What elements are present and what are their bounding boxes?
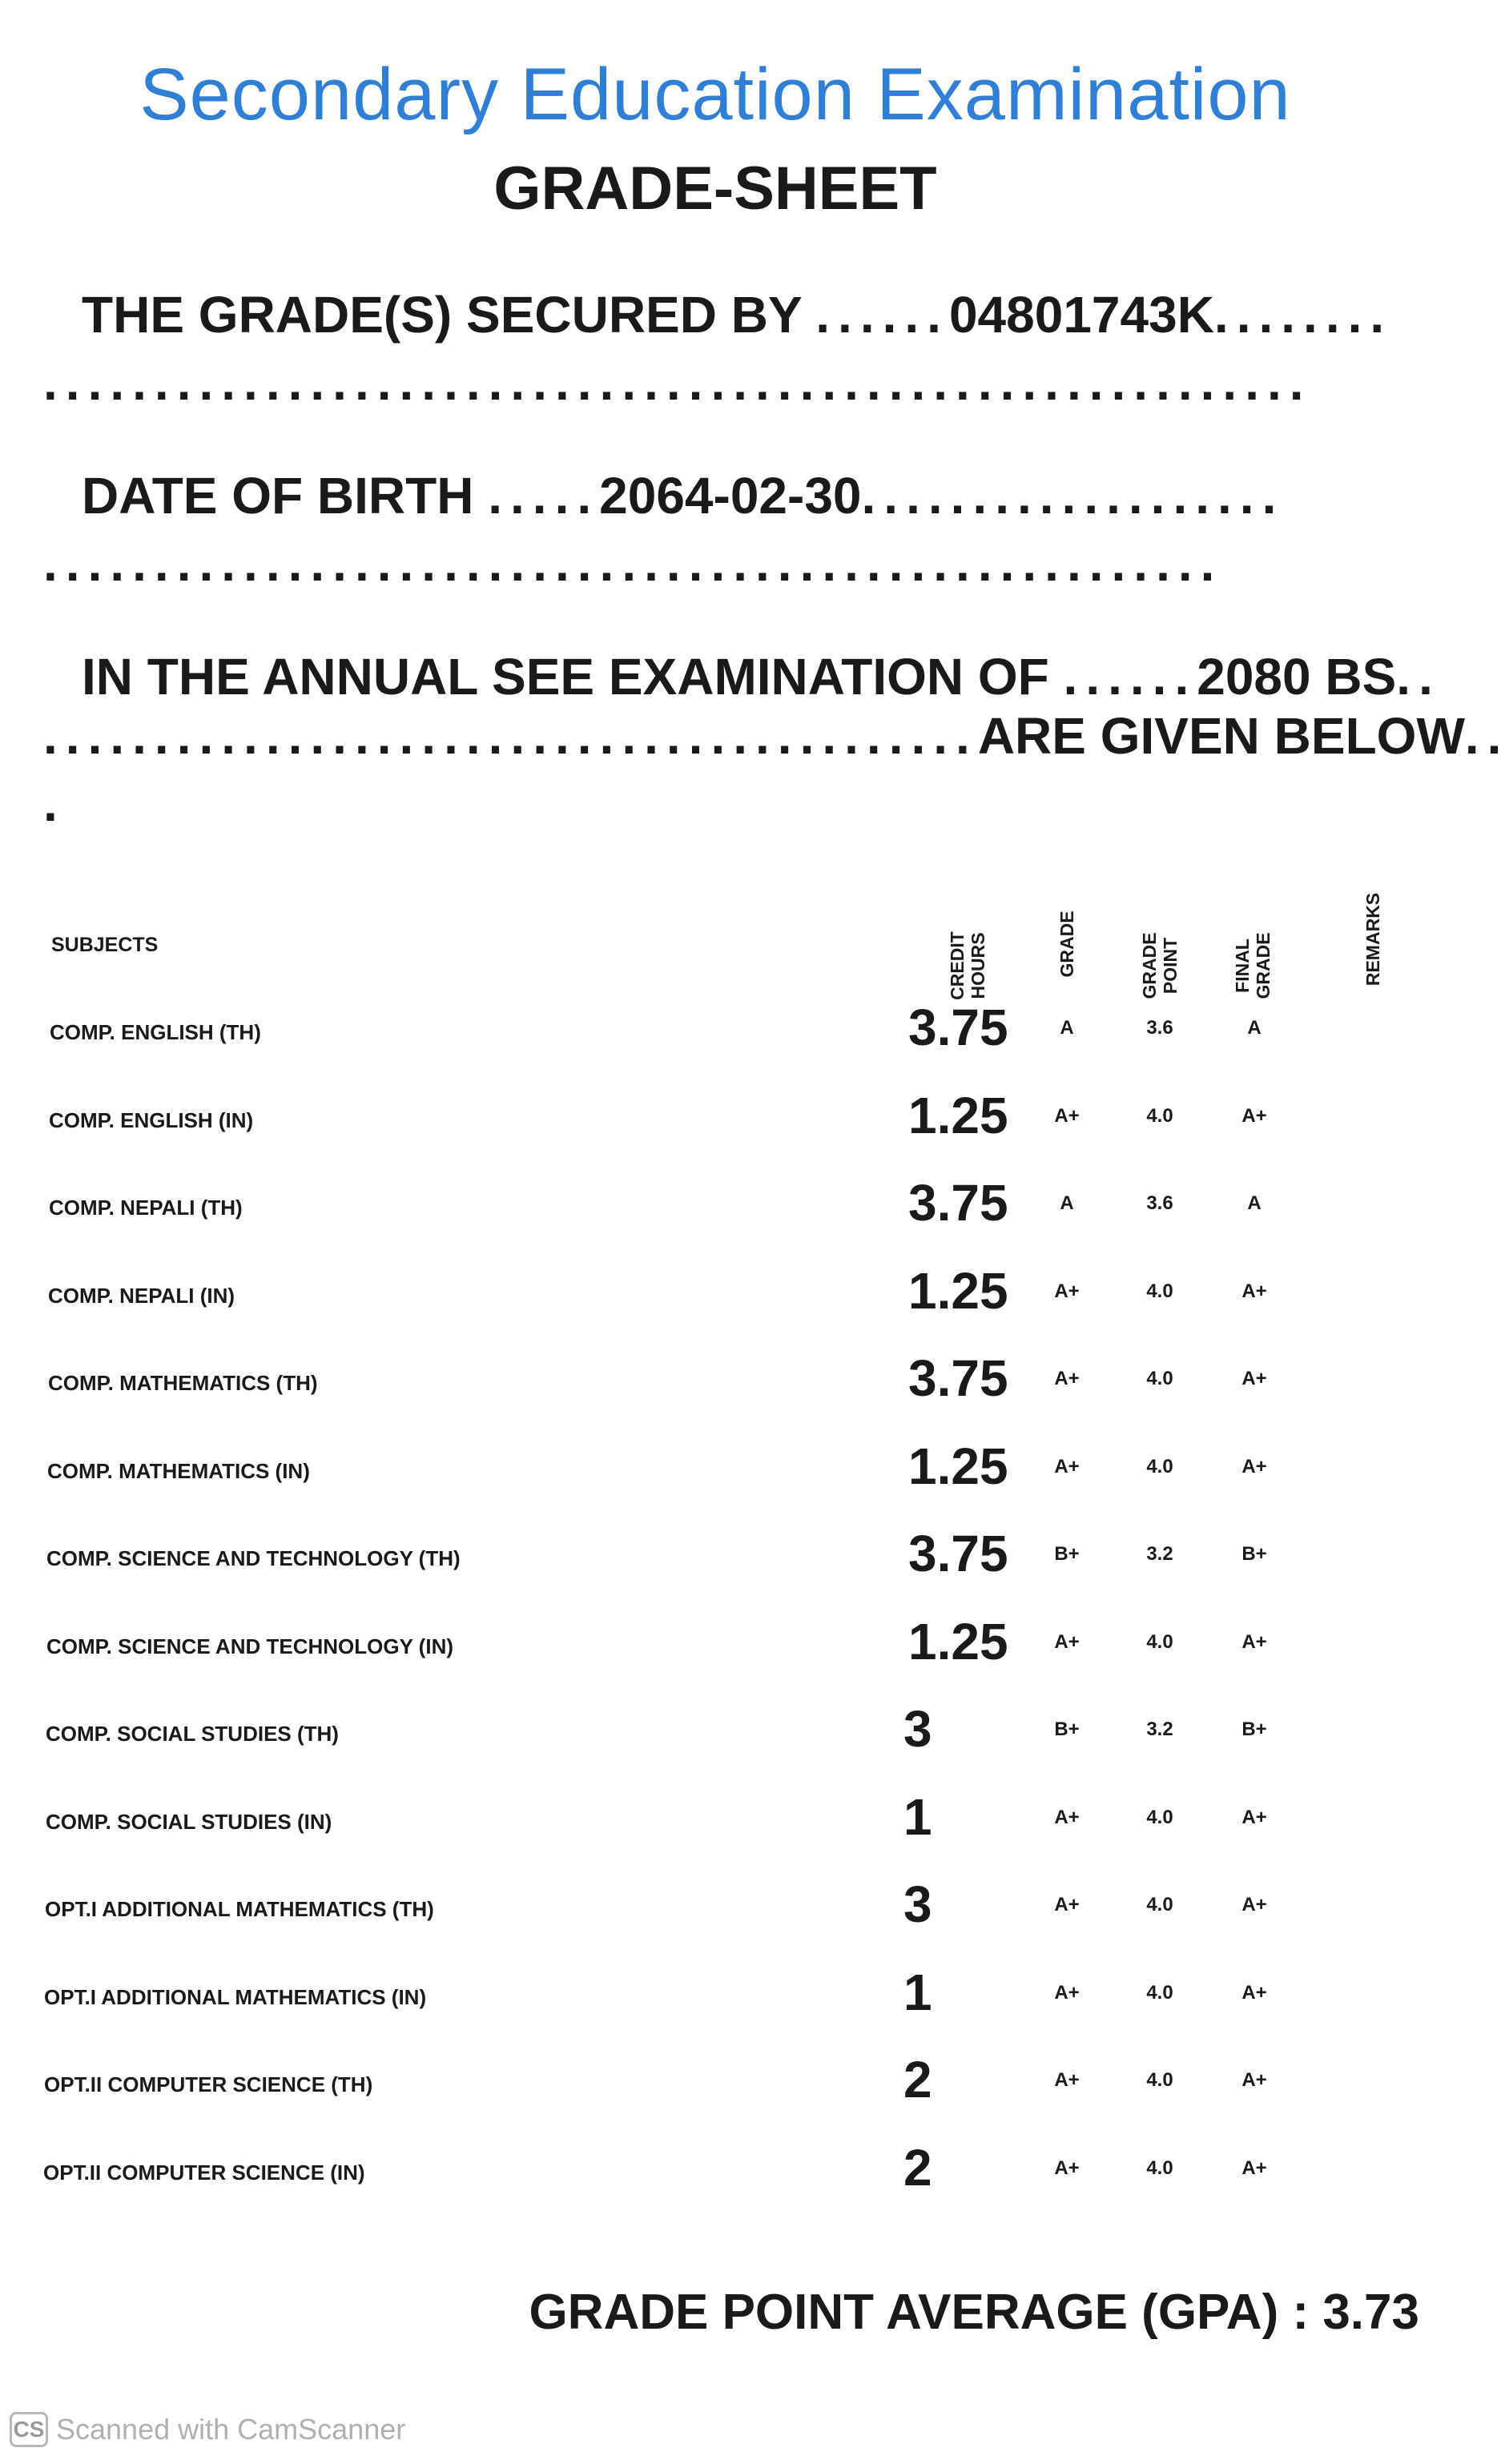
grade-cell: A+ — [1054, 1807, 1080, 1828]
grade-cell: B+ — [1054, 1543, 1080, 1565]
camscanner-logo-icon: CS — [10, 2412, 48, 2447]
grade-cell: A+ — [1054, 1105, 1080, 1127]
credit-hours-cell: 1 — [903, 1964, 932, 2021]
grade-header: GRADE — [1056, 910, 1077, 978]
credit-hours-cell: 1.25 — [908, 1262, 1008, 1320]
secured-by-label: THE GRADE(S) SECURED BY — [82, 286, 802, 344]
subject-name: COMP. ENGLISH (TH) — [50, 1020, 261, 1044]
final-grade-cell: B+ — [1241, 1543, 1267, 1565]
credit-hours-cell: 3 — [903, 1875, 932, 1933]
final-grade-header: FINAL GRADE — [1232, 932, 1274, 999]
grade-cell: A — [1060, 1017, 1074, 1039]
final-grade-cell: A+ — [1241, 1105, 1267, 1127]
given-below-text: ARE GIVEN BELOW — [977, 707, 1465, 765]
dotted-fill: . — [43, 774, 66, 832]
credit-hours-header: CREDIT HOURS — [947, 931, 988, 1000]
credit-hours-cell: 2 — [903, 2051, 932, 2108]
subject-name: COMP. SCIENCE AND TECHNOLOGY (TH) — [46, 1546, 461, 1570]
subject-name: OPT.II COMPUTER SCIENCE (TH) — [44, 2072, 373, 2096]
dob-line: DATE OF BIRTH .....2064-02-30................... — [82, 467, 1285, 525]
subject-name: COMP. NEPALI (IN) — [48, 1284, 235, 1308]
grade-point-cell: 3.6 — [1146, 1192, 1173, 1214]
grade-point-cell: 3.6 — [1146, 1017, 1173, 1039]
final-grade-cell: A+ — [1241, 1280, 1267, 1302]
grade-cell: A+ — [1054, 2157, 1080, 2179]
grade-point-cell: 3.2 — [1146, 1543, 1173, 1565]
dotted-fill: ......................................................... — [43, 353, 1312, 411]
subject-name: COMP. SOCIAL STUDIES (TH) — [46, 1722, 339, 1746]
grade-point-cell: 4.0 — [1146, 1982, 1173, 2004]
credit-hours-cell: 1.25 — [908, 1087, 1008, 1144]
final-grade-cell: A+ — [1241, 1982, 1267, 2004]
grade-sheet-heading: GRADE-SHEET — [493, 155, 937, 223]
grade-point-cell: 4.0 — [1146, 2069, 1173, 2091]
grade-cell: B+ — [1054, 1718, 1080, 1740]
grade-cell: A+ — [1054, 1456, 1080, 1477]
gpa-line — [529, 2284, 1419, 2341]
gpa-label: GRADE POINT AVERAGE (GPA) : — [529, 2285, 1310, 2340]
grade-cell: A+ — [1054, 2069, 1080, 2091]
credit-hours-cell: 1.25 — [908, 1437, 1008, 1495]
grade-point-cell: 4.0 — [1146, 1807, 1173, 1828]
subject-name: COMP. ENGLISH (IN) — [49, 1108, 254, 1132]
dob-label: DATE OF BIRTH — [82, 467, 474, 525]
given-below-line: ..........................................ARE GIVEN BELOW.. — [43, 707, 1509, 765]
credit-hours-cell: 2 — [903, 2139, 932, 2197]
grade-point-cell: 4.0 — [1146, 1894, 1173, 1915]
subject-name: OPT.II COMPUTER SCIENCE (IN) — [43, 2161, 365, 2185]
dotted-fill: ..................................................... — [43, 534, 1223, 592]
subjects-header: SUBJECTS — [51, 934, 159, 956]
credit-hours-cell: 3.75 — [908, 1525, 1008, 1582]
credit-hours-cell: 3.75 — [908, 1349, 1008, 1407]
grade-point-cell: 4.0 — [1146, 1368, 1173, 1389]
exam-label: IN THE ANNUAL SEE EXAMINATION OF — [82, 648, 1049, 705]
final-grade-cell: A+ — [1241, 1631, 1267, 1653]
subject-name: COMP. MATHEMATICS (TH) — [48, 1371, 318, 1395]
subject-name: OPT.I ADDITIONAL MATHEMATICS (IN) — [44, 1985, 427, 2009]
subject-name: COMP. SCIENCE AND TECHNOLOGY (IN) — [46, 1634, 454, 1658]
grade-cell: A — [1060, 1192, 1074, 1214]
grade-point-cell: 4.0 — [1146, 1105, 1173, 1127]
subject-name: COMP. MATHEMATICS (IN) — [47, 1459, 310, 1483]
credit-hours-cell: 3 — [903, 1700, 932, 1758]
final-grade-cell: B+ — [1241, 1718, 1267, 1740]
final-grade-cell: A+ — [1241, 2157, 1267, 2179]
dob-value: 2064-02-30 — [599, 467, 862, 525]
credit-hours-cell: 3.75 — [908, 999, 1008, 1056]
final-grade-cell: A — [1247, 1192, 1262, 1214]
final-grade-cell: A — [1247, 1017, 1262, 1039]
subject-name: COMP. SOCIAL STUDIES (IN) — [46, 1810, 332, 1834]
grade-point-header: GRADE POINT — [1139, 932, 1181, 999]
credit-hours-cell: 3.75 — [908, 1174, 1008, 1232]
grade-point-cell: 4.0 — [1146, 1456, 1173, 1477]
final-grade-cell: A+ — [1241, 1894, 1267, 1915]
remarks-header: REMARKS — [1362, 892, 1383, 987]
grade-cell: A+ — [1054, 1280, 1080, 1302]
grade-cell: A+ — [1054, 1368, 1080, 1389]
final-grade-cell: A+ — [1241, 2069, 1267, 2091]
exam-year: 2080 BS — [1197, 648, 1397, 705]
grade-cell: A+ — [1054, 1894, 1080, 1915]
credit-hours-cell: 1 — [903, 1788, 932, 1846]
final-grade-cell: A+ — [1241, 1456, 1267, 1477]
camscanner-watermark — [10, 2412, 405, 2447]
secured-by-line: THE GRADE(S) SECURED BY ......04801743K........ — [82, 286, 1393, 344]
subject-name: OPT.I ADDITIONAL MATHEMATICS (TH) — [45, 1897, 434, 1921]
credit-hours-cell: 1.25 — [908, 1613, 1008, 1670]
grade-point-cell: 3.2 — [1146, 1718, 1173, 1740]
gpa-value: 3.73 — [1322, 2285, 1419, 2340]
grade-cell: A+ — [1054, 1982, 1080, 2004]
camscanner-text: Scanned with CamScanner — [56, 2413, 406, 2446]
grade-point-cell: 4.0 — [1146, 1631, 1173, 1653]
grade-point-cell: 4.0 — [1146, 1280, 1173, 1302]
symbol-number: 04801743K — [948, 286, 1214, 344]
grade-cell: A+ — [1054, 1631, 1080, 1653]
subject-name: COMP. NEPALI (TH) — [49, 1196, 243, 1220]
exam-line: IN THE ANNUAL SEE EXAMINATION OF ......2080 BS.. — [82, 648, 1441, 705]
final-grade-cell: A+ — [1241, 1807, 1267, 1828]
exam-title: Secondary Education Examination — [139, 54, 1291, 135]
final-grade-cell: A+ — [1241, 1368, 1267, 1389]
grade-point-cell: 4.0 — [1146, 2157, 1173, 2179]
